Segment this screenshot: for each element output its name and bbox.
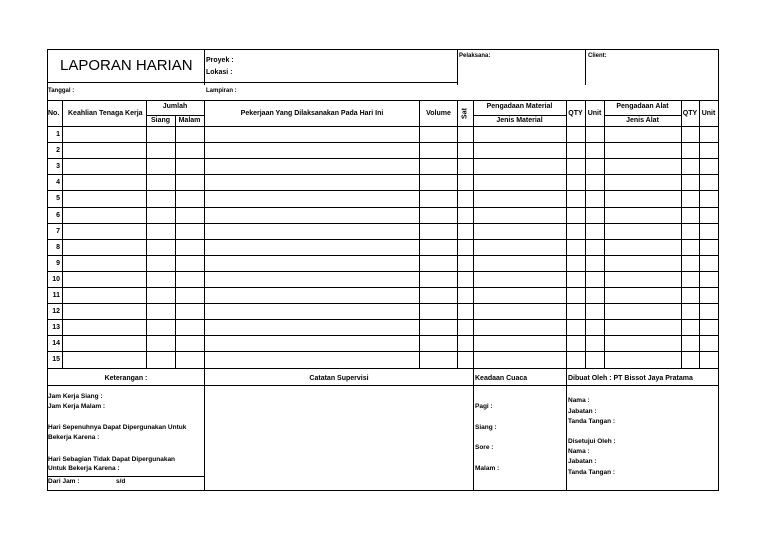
row-number: 7 xyxy=(56,228,60,235)
grid-line xyxy=(47,49,48,491)
grid-line xyxy=(204,100,205,369)
grid-line xyxy=(419,100,420,369)
grid-line xyxy=(473,100,474,369)
grid-line xyxy=(47,351,719,352)
grid-line xyxy=(47,368,719,369)
pelaksana-label: Pelaksana: xyxy=(459,53,491,59)
tanggal-label: Tanggal : xyxy=(48,88,75,94)
col-qty-material: QTY xyxy=(568,110,583,117)
grid-line xyxy=(47,82,458,83)
grid-line xyxy=(699,100,700,369)
grid-line xyxy=(473,368,474,491)
report-title: LAPORAN HARIAN xyxy=(60,57,193,74)
col-malam: Malam xyxy=(178,117,201,124)
grid-line xyxy=(47,335,719,336)
dibuat-header: Dibuat Oleh : PT Bissot Jaya Pratama xyxy=(568,375,693,382)
catatan-header: Catatan Supervisi xyxy=(309,375,369,382)
hari-penuh-label-1: Hari Sepenuhnya Dapat Dipergunakan Untuk xyxy=(48,424,187,431)
hari-sebagian-label-2: Untuk Bekerja Karena : xyxy=(48,465,120,472)
row-number: 8 xyxy=(56,244,60,251)
grid-line xyxy=(175,115,176,369)
client-label: Client: xyxy=(588,53,607,59)
grid-line xyxy=(47,49,719,50)
row-number: 1 xyxy=(56,131,60,138)
grid-line xyxy=(681,100,682,369)
col-unit-material: Unit xyxy=(587,110,602,117)
col-jenis-material: Jenis Material xyxy=(496,117,543,124)
grid-line xyxy=(47,287,719,288)
jabatan-2-label: Jabatan : xyxy=(568,458,597,465)
grid-line xyxy=(457,49,458,85)
cuaca-pagi: Pagi : xyxy=(475,403,493,410)
cuaca-siang: Siang : xyxy=(475,424,497,431)
proyek-label: Proyek : xyxy=(206,57,234,64)
row-number: 9 xyxy=(56,260,60,267)
grid-line xyxy=(47,255,719,256)
grid-line xyxy=(457,100,458,369)
col-siang: Siang xyxy=(150,117,171,124)
col-unit-alat: Unit xyxy=(701,110,716,117)
nama-2-label: Nama : xyxy=(568,448,590,455)
col-keahlian: Keahlian Tenaga Kerja xyxy=(68,110,143,117)
col-no: No. xyxy=(48,110,60,117)
grid-line xyxy=(604,100,605,369)
grid-line xyxy=(585,49,586,85)
grid-line xyxy=(47,490,719,491)
grid-line xyxy=(604,115,682,116)
col-pengadaan-material: Pengadaan Material xyxy=(486,103,553,110)
col-pekerjaan: Pekerjaan Yang Dilaksanakan Pada Hari Ini xyxy=(240,110,384,117)
row-number: 5 xyxy=(56,195,60,202)
nama-1-label: Nama : xyxy=(568,397,590,404)
grid-line xyxy=(47,100,719,101)
cuaca-sore: Sore : xyxy=(475,444,494,451)
lampiran-label: Lampiran : xyxy=(206,88,237,94)
row-number: 4 xyxy=(56,179,60,186)
col-qty-alat: QTY xyxy=(682,110,698,117)
grid-line xyxy=(47,174,719,175)
grid-line xyxy=(473,115,567,116)
cuaca-malam: Malam : xyxy=(475,465,500,472)
keterangan-header: Keterangan : xyxy=(104,375,148,382)
col-jenis-alat: Jenis Alat xyxy=(626,117,659,124)
grid-line xyxy=(718,49,719,491)
row-number: 14 xyxy=(52,340,60,347)
grid-line xyxy=(47,385,719,386)
tanda-tangan-1-label: Tanda Tangan : xyxy=(568,418,616,425)
jam-malam-label: Jam Kerja Malam : xyxy=(48,403,106,410)
row-number: 2 xyxy=(56,147,60,154)
row-number: 10 xyxy=(52,276,60,283)
grid-line xyxy=(566,100,567,369)
grid-line xyxy=(47,303,719,304)
grid-line xyxy=(47,476,205,477)
row-number: 15 xyxy=(52,356,60,363)
grid-line xyxy=(62,100,63,369)
disetujui-label: Disetujui Oleh : xyxy=(568,438,616,445)
grid-line xyxy=(47,190,719,191)
grid-line xyxy=(204,49,205,85)
tanda-tangan-2-label: Tanda Tangan : xyxy=(568,469,616,476)
hari-sebagian-label-1: Hari Sebagian Tidak Dapat Dipergunakan xyxy=(48,456,176,463)
grid-line xyxy=(585,100,586,369)
grid-line xyxy=(566,368,567,491)
jabatan-1-label: Jabatan : xyxy=(568,408,597,415)
dari-jam-label: Dari Jam : xyxy=(48,478,80,485)
grid-line xyxy=(47,271,719,272)
grid-line xyxy=(204,368,205,491)
row-number: 11 xyxy=(52,292,60,299)
cuaca-header: Keadaan Cuaca xyxy=(475,375,528,382)
col-sat: Sat xyxy=(461,108,469,119)
jam-siang-label: Jam Kerja Siang : xyxy=(48,393,103,400)
col-pengadaan-alat: Pengadaan Alat xyxy=(616,103,669,110)
row-number: 3 xyxy=(56,163,60,170)
lokasi-label: Lokasi : xyxy=(206,69,233,76)
grid-line xyxy=(47,158,719,159)
grid-line xyxy=(47,239,719,240)
grid-line xyxy=(47,126,719,127)
col-jumlah: Jumlah xyxy=(162,103,188,110)
row-number: 12 xyxy=(52,308,60,315)
grid-line xyxy=(47,319,719,320)
row-number: 13 xyxy=(52,324,60,331)
grid-line xyxy=(47,223,719,224)
grid-line xyxy=(47,207,719,208)
grid-line xyxy=(47,142,719,143)
sd-label: s/d xyxy=(116,478,126,485)
col-volume: Volume xyxy=(426,110,451,117)
hari-penuh-label-2: Bekerja Karena : xyxy=(48,434,100,441)
grid-line xyxy=(146,100,147,369)
row-number: 6 xyxy=(56,212,60,219)
